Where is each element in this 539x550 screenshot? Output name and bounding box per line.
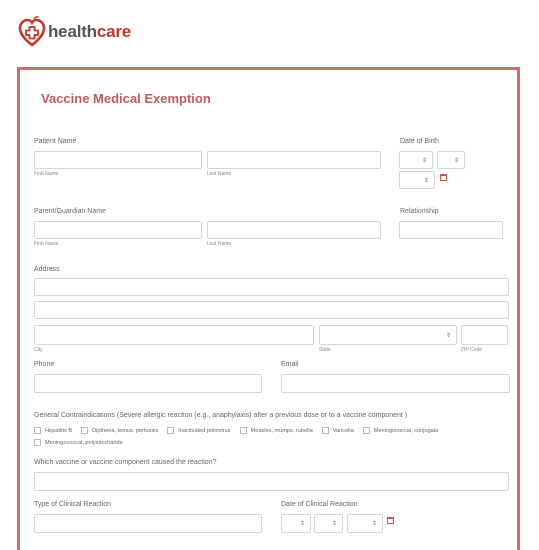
- patient-last-name-sublabel: Last Name: [207, 171, 232, 177]
- dob-label: Date of Birth: [400, 138, 439, 145]
- checkbox-label: Inactivated poliovirus: [178, 427, 231, 434]
- chevron-updown-icon: ⇕: [445, 332, 451, 339]
- checkbox-box[interactable]: [34, 439, 41, 446]
- contraindications-row-2: [34, 439, 132, 446]
- relationship-label: Relationship: [400, 208, 439, 215]
- checkbox-box[interactable]: [167, 427, 174, 434]
- checkbox-box[interactable]: [322, 427, 329, 434]
- checkbox-hepatitis-b[interactable]: [34, 427, 72, 434]
- clinical-reaction-type-input[interactable]: [34, 514, 262, 533]
- address-line2-input[interactable]: [34, 301, 509, 319]
- checkbox-label: Diptheria, tetnus, pertussis: [92, 427, 159, 434]
- city-input[interactable]: [34, 325, 314, 345]
- reaction-day-select[interactable]: [314, 514, 343, 533]
- checkbox-box[interactable]: [81, 427, 88, 434]
- phone-label: Phone: [34, 361, 55, 368]
- brand-name: [48, 22, 131, 42]
- address-label: Address: [34, 266, 60, 273]
- checkbox-box[interactable]: [240, 427, 247, 434]
- contraindications-label: General Contraindications (Severe allergic reaction (e.g., anaphylaxis) after a previous dose or to a vaccine component ): [34, 412, 408, 419]
- state-sublabel: State: [319, 347, 331, 353]
- checkbox-box[interactable]: [34, 427, 41, 434]
- chevron-updown-icon: ⇕: [299, 521, 305, 527]
- reaction-year-select[interactable]: [347, 514, 383, 533]
- calendar-icon[interactable]: [387, 517, 394, 524]
- zip-input[interactable]: [461, 325, 508, 345]
- contraindications-row-1: [34, 427, 447, 434]
- patient-first-name-input[interactable]: [34, 151, 202, 169]
- chevron-updown-icon: ⇕: [423, 177, 429, 184]
- checkbox-mmr[interactable]: [240, 427, 313, 434]
- dob-month-select[interactable]: [399, 151, 433, 169]
- brand-name-part2: care: [96, 22, 132, 41]
- heart-cross-icon: [18, 16, 46, 48]
- chevron-updown-icon: ⇕: [331, 521, 337, 527]
- chevron-updown-icon: ⇕: [421, 157, 427, 164]
- dob-day-select[interactable]: [437, 151, 465, 169]
- chevron-updown-icon: ⇕: [453, 157, 459, 164]
- which-vaccine-label: Which vaccine or vaccine component caused the reaction?: [34, 459, 217, 466]
- checkbox-label: Measles, mumps, rubella: [250, 427, 313, 434]
- dob-year-select[interactable]: [399, 171, 435, 189]
- brand-logo: [18, 16, 131, 48]
- guardian-name-label: Parent/Guardian Name: [34, 208, 106, 215]
- state-select[interactable]: [319, 325, 457, 345]
- checkbox-box[interactable]: [363, 427, 370, 434]
- reaction-month-select[interactable]: [281, 514, 311, 533]
- email-input[interactable]: [281, 374, 510, 393]
- city-sublabel: City: [34, 347, 43, 353]
- form-title: Vaccine Medical Exemption: [41, 91, 211, 106]
- patient-first-name-sublabel: First Name: [34, 171, 59, 177]
- checkbox-label: Meningococcal, polysaccharide: [45, 439, 123, 446]
- form-card: [17, 67, 520, 550]
- brand-name-part1: health: [48, 22, 97, 41]
- phone-input[interactable]: [34, 374, 262, 393]
- address-line1-input[interactable]: [34, 278, 509, 296]
- clinical-reaction-type-label: Type of Clinical Reaction: [34, 501, 112, 508]
- zip-sublabel: ZIP Code: [461, 347, 483, 353]
- checkbox-polio[interactable]: [167, 427, 230, 434]
- guardian-first-name-input[interactable]: [34, 221, 202, 239]
- patient-name-label: Patient Name: [34, 138, 77, 145]
- checkbox-label: Hepatitis B: [45, 427, 73, 434]
- chevron-updown-icon: ⇕: [371, 521, 377, 527]
- which-vaccine-input[interactable]: [34, 472, 509, 491]
- checkbox-meningococcal-conjugate[interactable]: [363, 427, 439, 434]
- checkbox-label: Meningococcal, conjugate: [373, 427, 439, 434]
- calendar-icon[interactable]: [440, 174, 447, 181]
- relationship-input[interactable]: [399, 221, 503, 239]
- checkbox-meningococcal-polysaccharide[interactable]: [34, 439, 123, 446]
- guardian-first-name-sublabel: First Name: [34, 241, 59, 247]
- clinical-reaction-date-label: Date of Clinical Reaction: [281, 501, 358, 508]
- checkbox-dtp[interactable]: [81, 427, 158, 434]
- checkbox-label: Varicella: [332, 427, 354, 434]
- guardian-last-name-sublabel: Last Name: [207, 241, 232, 247]
- checkbox-varicella[interactable]: [322, 427, 354, 434]
- guardian-last-name-input[interactable]: [207, 221, 381, 239]
- email-label: Email: [281, 361, 299, 368]
- patient-last-name-input[interactable]: [207, 151, 381, 169]
